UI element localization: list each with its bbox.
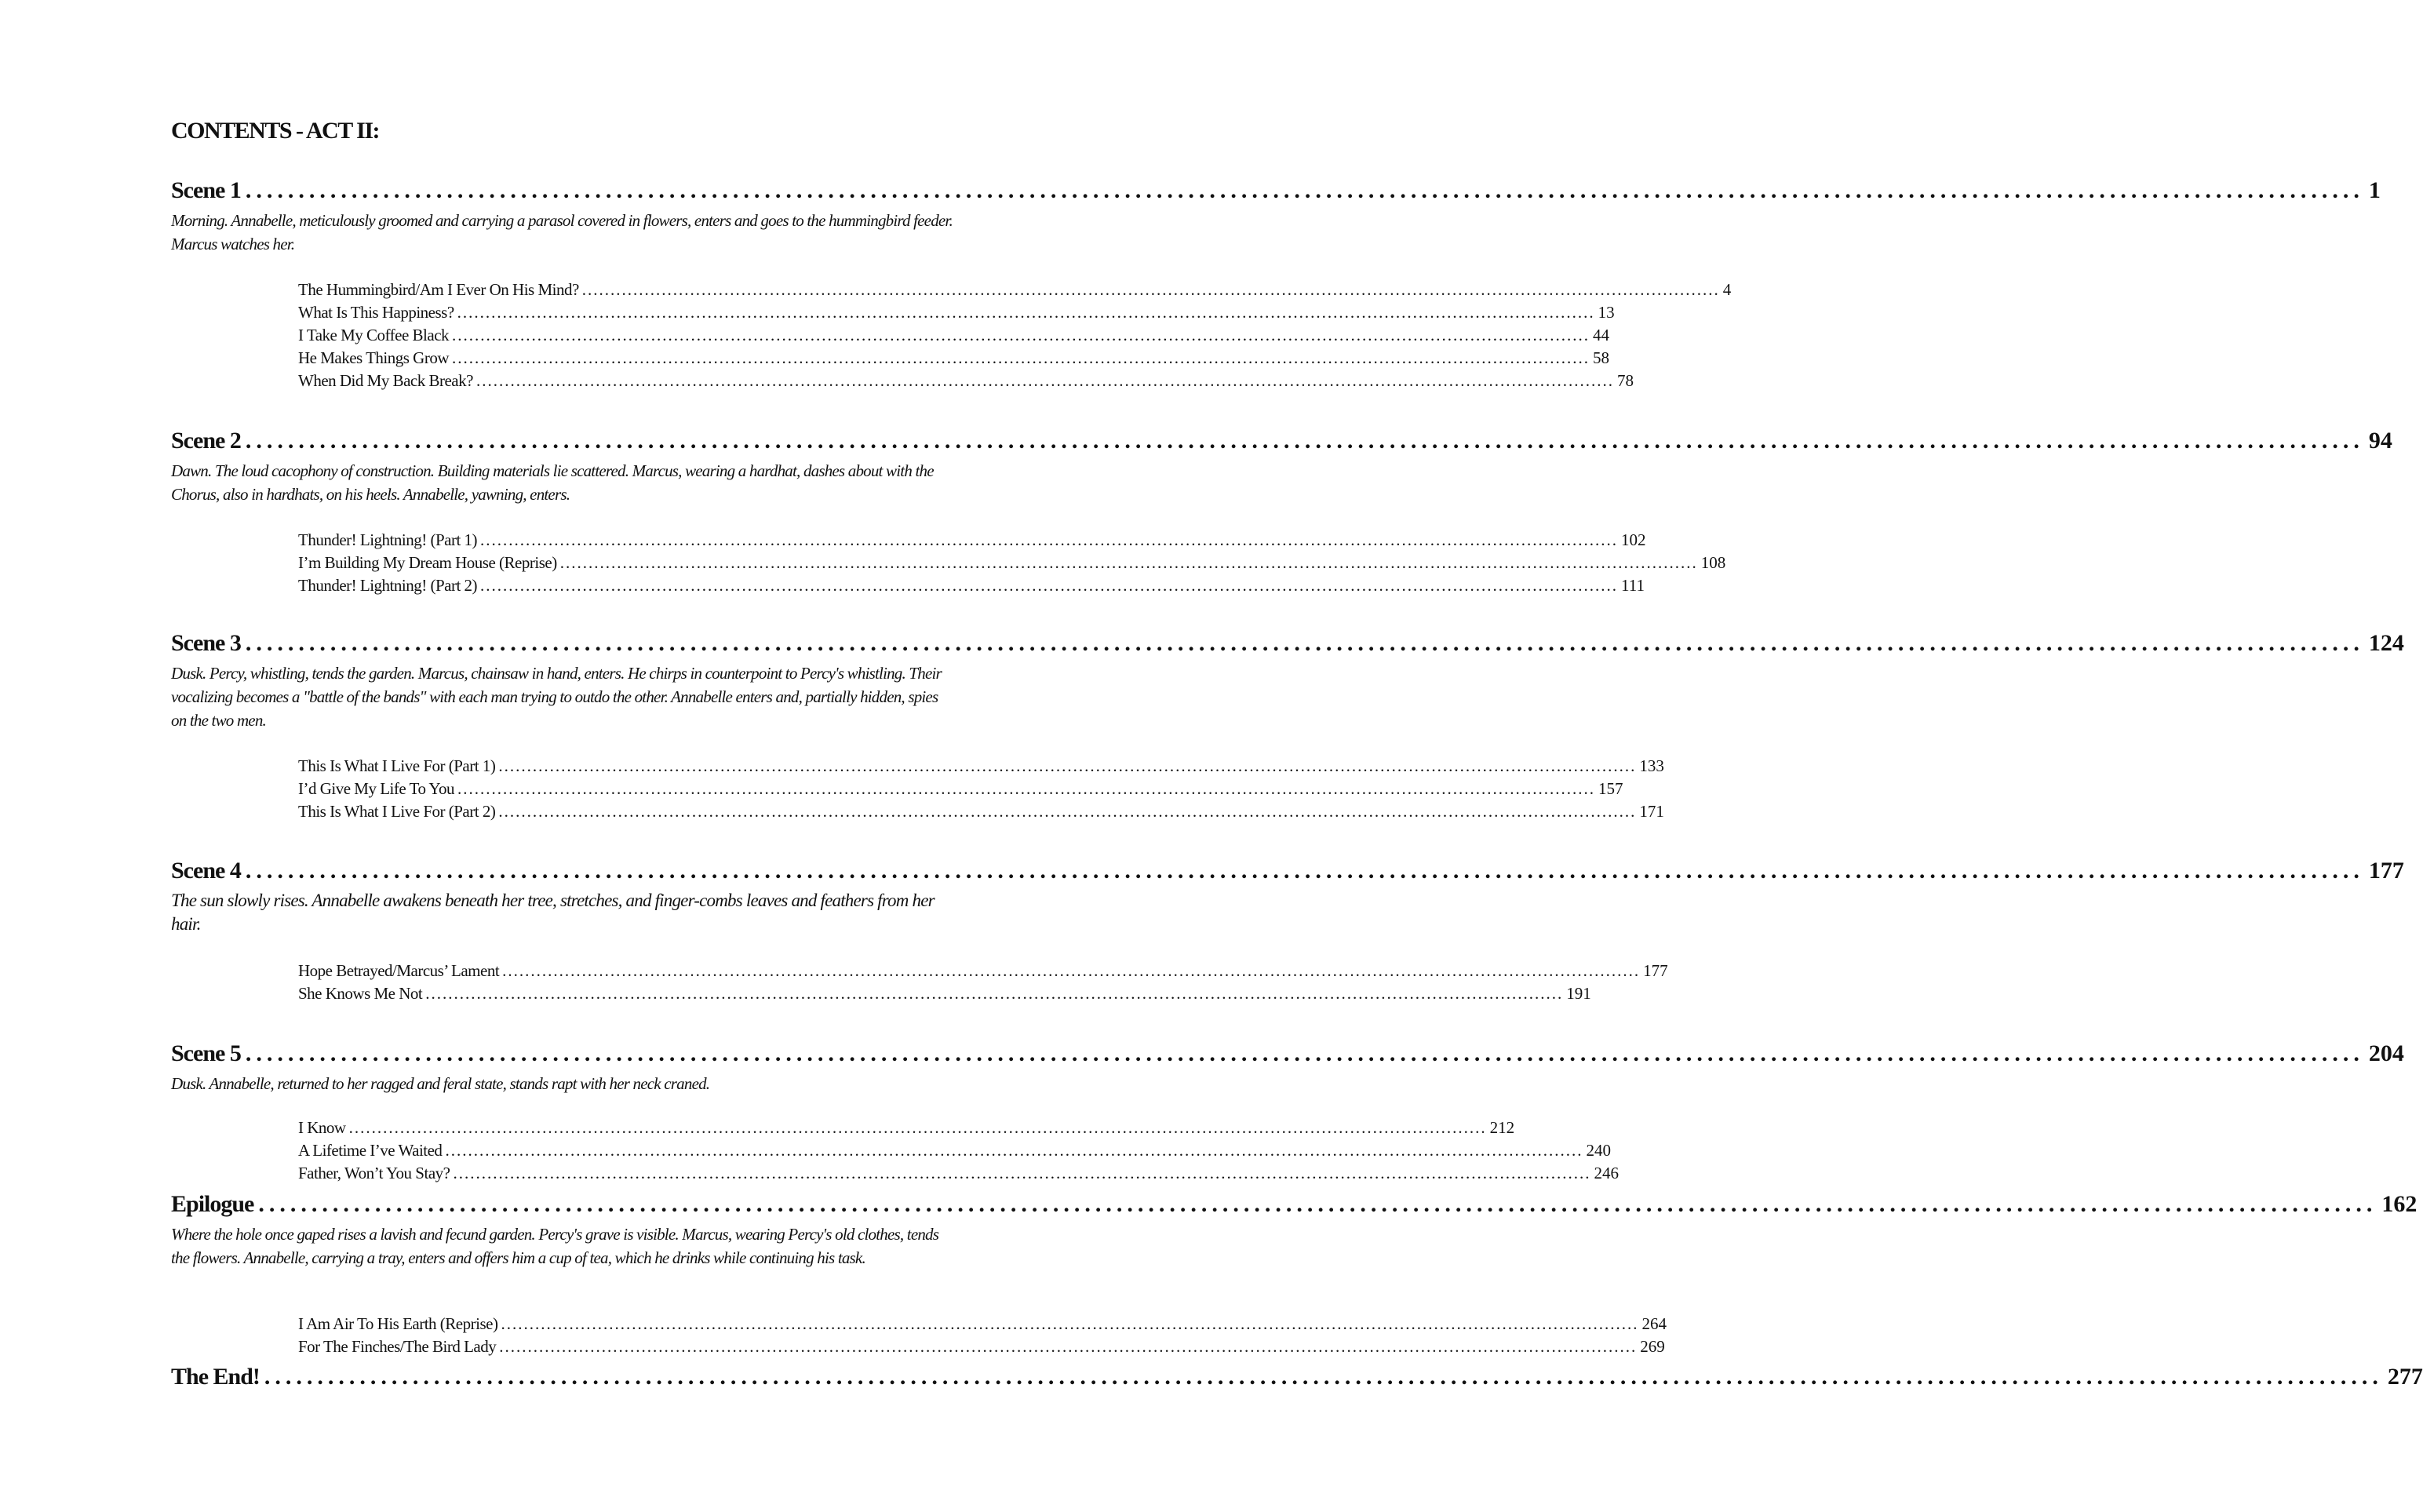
page-title: CONTENTS - ACT II: [171,118,380,144]
song-title: The Hummingbird/Am I Ever On His Mind? [298,280,579,299]
scene-page-number: 204 [2368,1040,2404,1066]
song-entry [298,1314,1667,1336]
song-entry [298,961,1668,983]
song-page-number: 44 [1593,326,1610,344]
song-page-number: 269 [1640,1337,1665,1356]
scene-page-number: 177 [2368,858,2404,884]
scene-1-heading [171,177,2381,207]
dot-leader: ........................................................................................................................................................................................................ [475,371,1614,390]
epilogue-heading [171,1191,2418,1221]
dot-leader: ........................................................................................................................................................................................................ [457,779,1595,798]
song-title: When Did My Back Break? [298,371,473,390]
scene-page-number: 124 [2368,630,2404,656]
epilogue-description: Where the hole once gaped rises a lavish and fecund garden. Percy's grave is visible. Marcus, wearing Percy's old clothes, tends the flowers. Annabelle, carrying a tray, enters and offers him a cup of tea, which he drinks while continuing his task. [171,1225,939,1267]
song-page-number: 4 [1722,280,1732,299]
song-entry [298,1141,1611,1163]
dot-leader: ........................................................................................................................................................................................................ [245,428,2364,454]
song-page-number: 108 [1700,553,1726,572]
song-entry [298,280,1732,302]
song-page-number: 78 [1616,371,1634,390]
scene-label: Scene 3 [171,630,241,656]
song-entry [298,984,1591,1006]
scene-5-description: Dusk. Annabelle, returned to her ragged and feral state, stands rapt with her neck craned. [171,1074,710,1093]
song-entry [298,576,1645,598]
dot-leader: ........................................................................................................................................................................................................ [245,630,2364,656]
dot-leader: ........................................................................................................................................................................................................ [480,576,1619,595]
scene-1-description: Morning. Annabelle, meticulously groomed and carrying a parasol covered in flowers, enters and goes to the hummingbird feeder. Marcus watches her. [171,211,953,253]
song-entry [298,371,1634,393]
song-entry [298,530,1646,552]
scene-label: Scene 4 [171,858,241,884]
scene-5-heading [171,1040,2404,1070]
dot-leader: ........................................................................................................................................................................................................ [501,1314,1639,1333]
song-title: Thunder! Lightning! (Part 1) [298,530,478,549]
song-title: Hope Betrayed/Marcus’ Lament [298,961,500,980]
dot-leader: ........................................................................................................................................................................................................ [245,177,2364,203]
scene-page-number: 162 [2381,1191,2418,1217]
song-title: For The Finches/The Bird Lady [298,1337,497,1356]
song-title: Father, Won’t You Stay? [298,1164,450,1182]
scene-label: Epilogue [171,1191,254,1217]
song-title: I Take My Coffee Black [298,326,450,344]
dot-leader: ........................................................................................................................................................................................................ [453,1164,1591,1182]
song-title: I Know [298,1118,346,1137]
song-title: I’d Give My Life To You [298,779,454,798]
scene-2-description: Dawn. The loud cacophony of construction. Building materials lie scattered. Marcus, wearing a hardhat, dashes about with the Chorus, also in hardhats, on his heels. Annabelle, yawning, enters. [171,461,934,504]
song-page-number: 157 [1598,779,1623,798]
dot-leader: ........................................................................................................................................................................................................ [502,961,1641,980]
song-entry [298,1164,1619,1186]
song-title: I’m Building My Dream House (Reprise) [298,553,557,572]
song-entry [298,303,1615,325]
song-page-number: 133 [1639,756,1664,775]
dot-leader: ........................................................................................................................................................................................................ [452,326,1590,344]
song-entry [298,802,1664,824]
scene-3-description: Dusk. Percy, whistling, tends the garden. Marcus, chainsaw in hand, enters. He chirps in counterpoint to Percy's whistling. Their vocalizing becomes a "battle of the bands" with each man trying to outdo the other. Annabelle enters and, partially hidden, spies on the two men. [171,664,942,730]
song-title: A Lifetime I’ve Waited [298,1141,443,1160]
scene-2-heading [171,428,2392,457]
song-page-number: 191 [1566,984,1591,1003]
song-title: Thunder! Lightning! (Part 2) [298,576,478,595]
song-title: She Knows Me Not [298,984,423,1003]
song-page-number: 111 [1621,576,1645,595]
scene-4-description: The sun slowly rises. Annabelle awakens beneath her tree, stretches, and finger-combs leaves and feathers from her hair. [171,891,935,934]
song-entry [298,756,1664,778]
scene-label: Scene 2 [171,428,241,454]
dot-leader: ........................................................................................................................................................................................................ [498,802,1637,821]
end-label: The End! [171,1364,260,1390]
scene-label: Scene 1 [171,177,241,203]
song-title: What Is This Happiness? [298,303,454,322]
dot-leader: ........................................................................................................................................................................................................ [445,1141,1583,1160]
song-page-number: 264 [1641,1314,1667,1333]
song-page-number: 212 [1489,1118,1515,1137]
dot-leader: ........................................................................................................................................................................................................ [581,280,1720,299]
dot-leader: ........................................................................................................................................................................................................ [452,348,1590,367]
song-title: This Is What I Live For (Part 2) [298,802,496,821]
end-page-number: 277 [2387,1364,2423,1390]
dot-leader: ........................................................................................................................................................................................................ [457,303,1595,322]
dot-leader: ........................................................................................................................................................................................................ [348,1118,1487,1137]
song-page-number: 13 [1598,303,1615,322]
dot-leader: ........................................................................................................................................................................................................ [425,984,1564,1003]
the-end-heading [171,1364,2423,1394]
song-page-number: 246 [1594,1164,1619,1182]
dot-leader: ........................................................................................................................................................................................................ [559,553,1698,572]
scene-3-heading [171,630,2404,660]
dot-leader: ........................................................................................................................................................................................................ [245,858,2364,884]
song-title: I Am Air To His Earth (Reprise) [298,1314,498,1333]
scene-4-heading [171,858,2404,887]
song-entry [298,553,1726,575]
song-entry [298,1337,1665,1359]
dot-leader: ........................................................................................................................................................................................................ [264,1364,2383,1390]
scene-page-number: 94 [2368,428,2392,454]
song-page-number: 240 [1586,1141,1611,1160]
song-title: This Is What I Live For (Part 1) [298,756,496,775]
dot-leader: ........................................................................................................................................................................................................ [498,756,1637,775]
song-entry [298,1118,1515,1140]
song-page-number: 58 [1593,348,1610,367]
scene-page-number: 1 [2368,177,2381,203]
song-page-number: 102 [1621,530,1646,549]
song-page-number: 171 [1639,802,1664,821]
song-title: He Makes Things Grow [298,348,450,367]
song-entry [298,348,1610,370]
dot-leader: ........................................................................................................................................................................................................ [480,530,1619,549]
scene-label: Scene 5 [171,1040,241,1066]
song-page-number: 177 [1643,961,1668,980]
song-entry [298,779,1623,801]
dot-leader: ........................................................................................................................................................................................................ [245,1040,2364,1066]
dot-leader: ........................................................................................................................................................................................................ [258,1191,2377,1217]
song-entry [298,326,1610,348]
dot-leader: ........................................................................................................................................................................................................ [499,1337,1638,1356]
